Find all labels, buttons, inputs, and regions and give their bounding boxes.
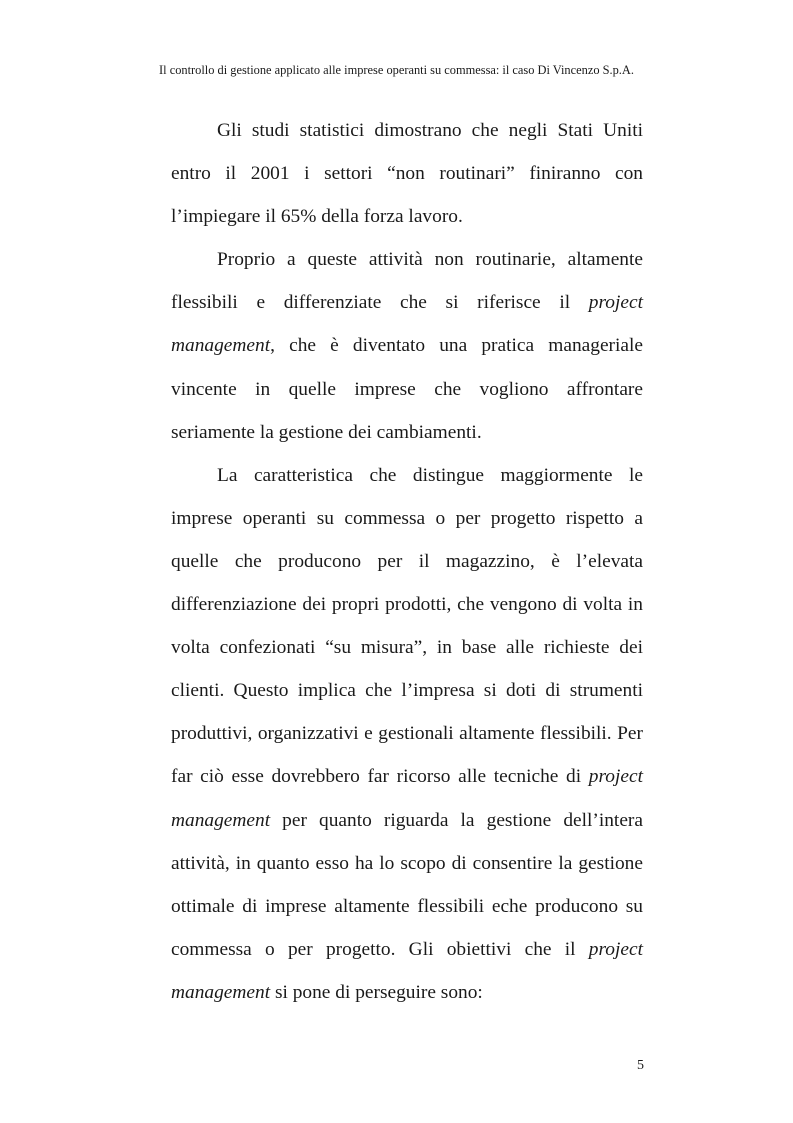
italic-term: project management — [171, 938, 643, 1003]
paragraph-2 — [171, 238, 643, 453]
document-body — [171, 109, 643, 1014]
page-number: 5 — [637, 1058, 644, 1073]
running-header: Il controllo di gestione applicato alle imprese operanti su commessa: il caso Di Vincenzo S.p.A. — [159, 63, 634, 77]
italic-term: project management — [171, 766, 643, 831]
paragraph-3 — [171, 454, 643, 1014]
paragraph-text: Proprio a queste attività non routinarie, altamente flessibili e differenziate che si riferisce il — [171, 249, 643, 314]
paragraph-1 — [171, 109, 643, 238]
paragraph-text: , che è diventato una pratica manageriale vincente in quelle imprese che vogliono affrontare seriamente la gestione dei cambiamenti. — [171, 335, 643, 443]
paragraph-text: La caratteristica che distingue maggiormente le imprese operanti su commessa o per progetto rispetto a quelle che producono per il magazzino, è l’elevata differenziazione dei propri prodotti, che vengono di volta in volta confezionati “su misura”, in base alle richieste dei clienti. Questo implica che l’impresa si doti di strumenti produttivi, organizzativi e gestionali altamente flessibili. Per far ciò esse dovrebbero far ricorso alle tecniche di — [171, 464, 643, 788]
paragraph-text: Gli studi statistici dimostrano che negli Stati Uniti entro il 2001 i settori “non routinari” finiranno con l’impiegare il 65% della forza lavoro. — [171, 120, 643, 228]
italic-term: project management — [171, 292, 643, 357]
paragraph-text: si pone di perseguire sono: — [270, 981, 483, 1003]
paragraph-text: per quanto riguarda la gestione dell’intera attività, in quanto esso ha lo scopo di consentire la gestione ottimale di imprese altamente flessibili eche producono su commessa o per progetto. Gli obiettivi che il — [171, 809, 643, 960]
